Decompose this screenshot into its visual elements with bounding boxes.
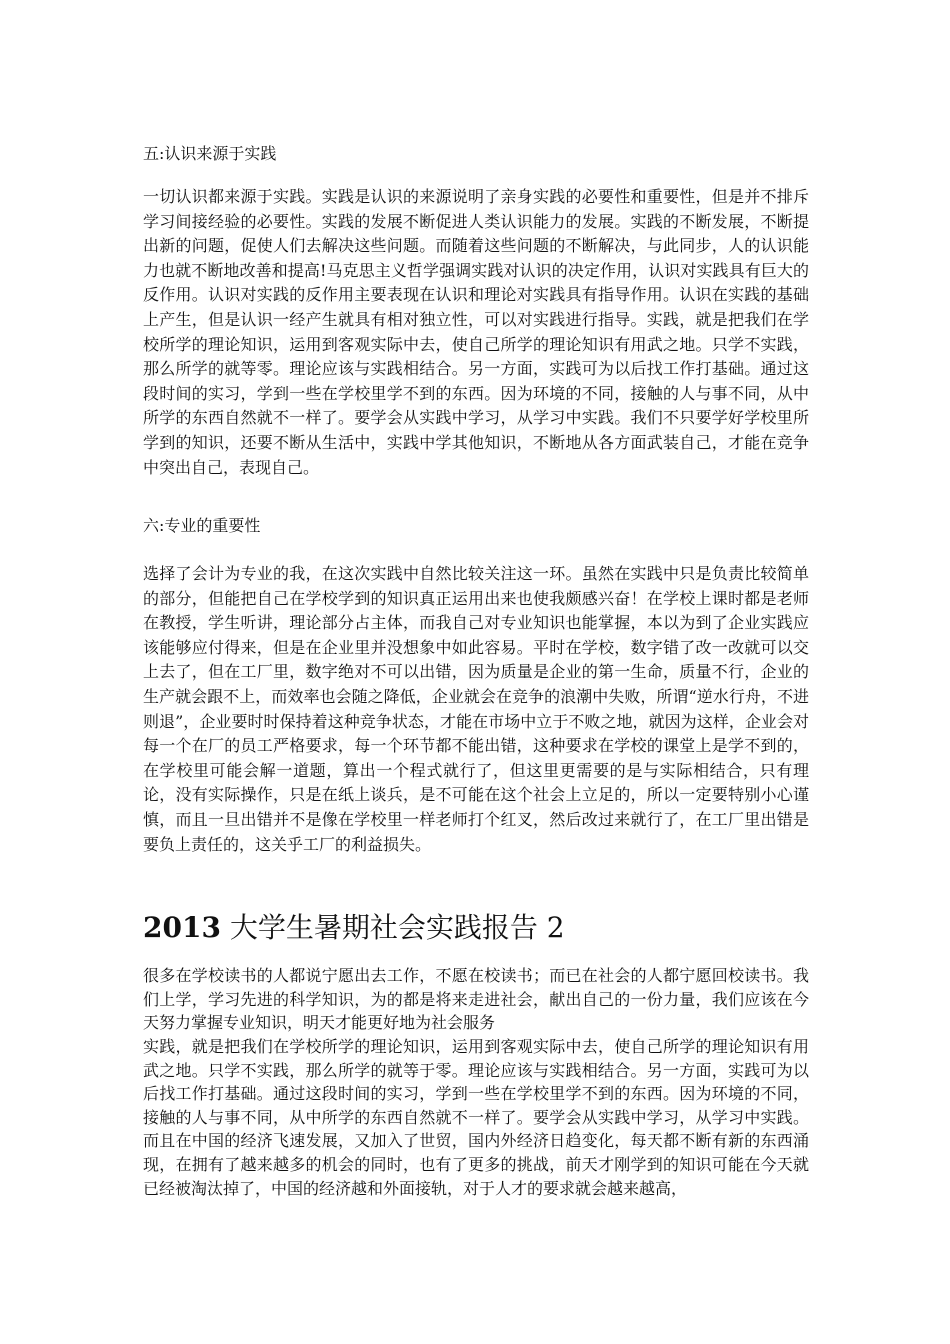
report-2-title (143, 910, 565, 946)
section-5-heading: 五:认识来源于实践 (143, 144, 277, 163)
report-2-title-text: 大学生暑期社会实践报告 2 (220, 911, 565, 944)
section-5-body: 一切认识都来源于实践。实践是认识的来源说明了亲身实践的必要性和重要性，但是并不排斥学习间接经验的必要性。实践的发展不断促进人类认识能力的发展。实践的不断发展，不断提出新的问题，促使人们去解决这些问题。而随着这些问题的不断解决，与此同步，人的认识能力也就不断地改善和提高!马克思主义哲学强调实践对认识的决定作用，认识对实践具有巨大的反作用。认识对实践的反作用主要表现在认识和理论对实践具有指导作用。认识在实践的基础上产生，但是认识一经产生就具有相对独立性，可以对实践进行指导。实践，就是把我们在学校所学的理论知识，运用到客观实际中去，使自己所学的理论知识有用武之地。只学不实践，那么所学的就等零。理论应该与实践相结合。另一方面，实践可为以后找工作打基础。通过这段时间的实习，学到一些在学校里学不到的东西。因为环境的不同，接触的人与事不同，从中所学的东西自然就不一样了。要学会从实践中学习，从学习中实践。我们不只要学好学校里所学到的知识，还要不断从生活中，实践中学其他知识，不断地从各方面武装自己，才能在竞争中突出自己，表现自己。 (143, 187, 809, 477)
section-6-heading: 六:专业的重要性 (143, 516, 261, 535)
section-6-body: 选择了会计为专业的我，在这次实践中自然比较关注这一环。虽然在实践中只是负责比较简单的部分，但能把自己在学校学到的知识真正运用出来也使我颇感兴奋！在学校上课时都是老师在教授，学生听讲，理论部分占主体，而我自己对专业知识也能掌握，本以为到了企业实践应该能够应付得来，但是在企业里并没想象中如此容易。平时在学校，数字错了改一改就可以交上去了，但在工厂里，数字绝对不可以出错，因为质量是企业的第一生命，质量不行，企业的生产就会跟不上，而效率也会随之降低，企业就会在竞争的浪潮中失败，所谓“逆水行舟，不进则退”，企业要时时保持着这种竞争状态，才能在市场中立于不败之地，就因为这样，企业会对每一个在厂的员工严格要求，每一个环节都不能出错，这种要求在学校的课堂上是学不到的，在学校里可能会解一道题，算出一个程式就行了，但这里更需要的是与实际相结合，只有理论，没有实际操作，只是在纸上谈兵，是不可能在这个社会上立足的，所以一定要特别小心谨慎，而且一旦出错并不是像在学校里一样老师打个红叉，然后改过来就行了，在工厂里出错是要负上责任的，这关乎工厂的利益损失。 (143, 564, 809, 854)
report-2-title-year: 2013 (143, 911, 221, 944)
report-2-paragraph-2: 实践，就是把我们在学校所学的理论知识，运用到客观实际中去，使自己所学的理论知识有用武之地。只学不实践，那么所学的就等于零。理论应该与实践相结合。另一方面，实践可为以后找工作打基础。通过这段时间的实习，学到一些在学校里学不到的东西。因为环境的不同，接触的人与事不同，从中所学的东西自然就不一样了。要学会从实践中学习，从学习中实践。而且在中国的经济飞速发展，又加入了世贸，国内外经济日趋变化，每天都不断有新的东西涌现，在拥有了越来越多的机会的同时，也有了更多的挑战，前天才刚学到的知识可能在今天就已经被淘汰掉了，中国的经济越和外面接轨，对于人才的要求就会越来越高， (143, 1037, 809, 1198)
report-2-paragraph-1: 很多在学校读书的人都说宁愿出去工作，不愿在校读书；而已在社会的人都宁愿回校读书。我们上学，学习先进的科学知识，为的都是将来走进社会，献出自己的一份力量，我们应该在今天努力掌握专业知识，明天才能更好地为社会服务 (143, 966, 809, 1033)
